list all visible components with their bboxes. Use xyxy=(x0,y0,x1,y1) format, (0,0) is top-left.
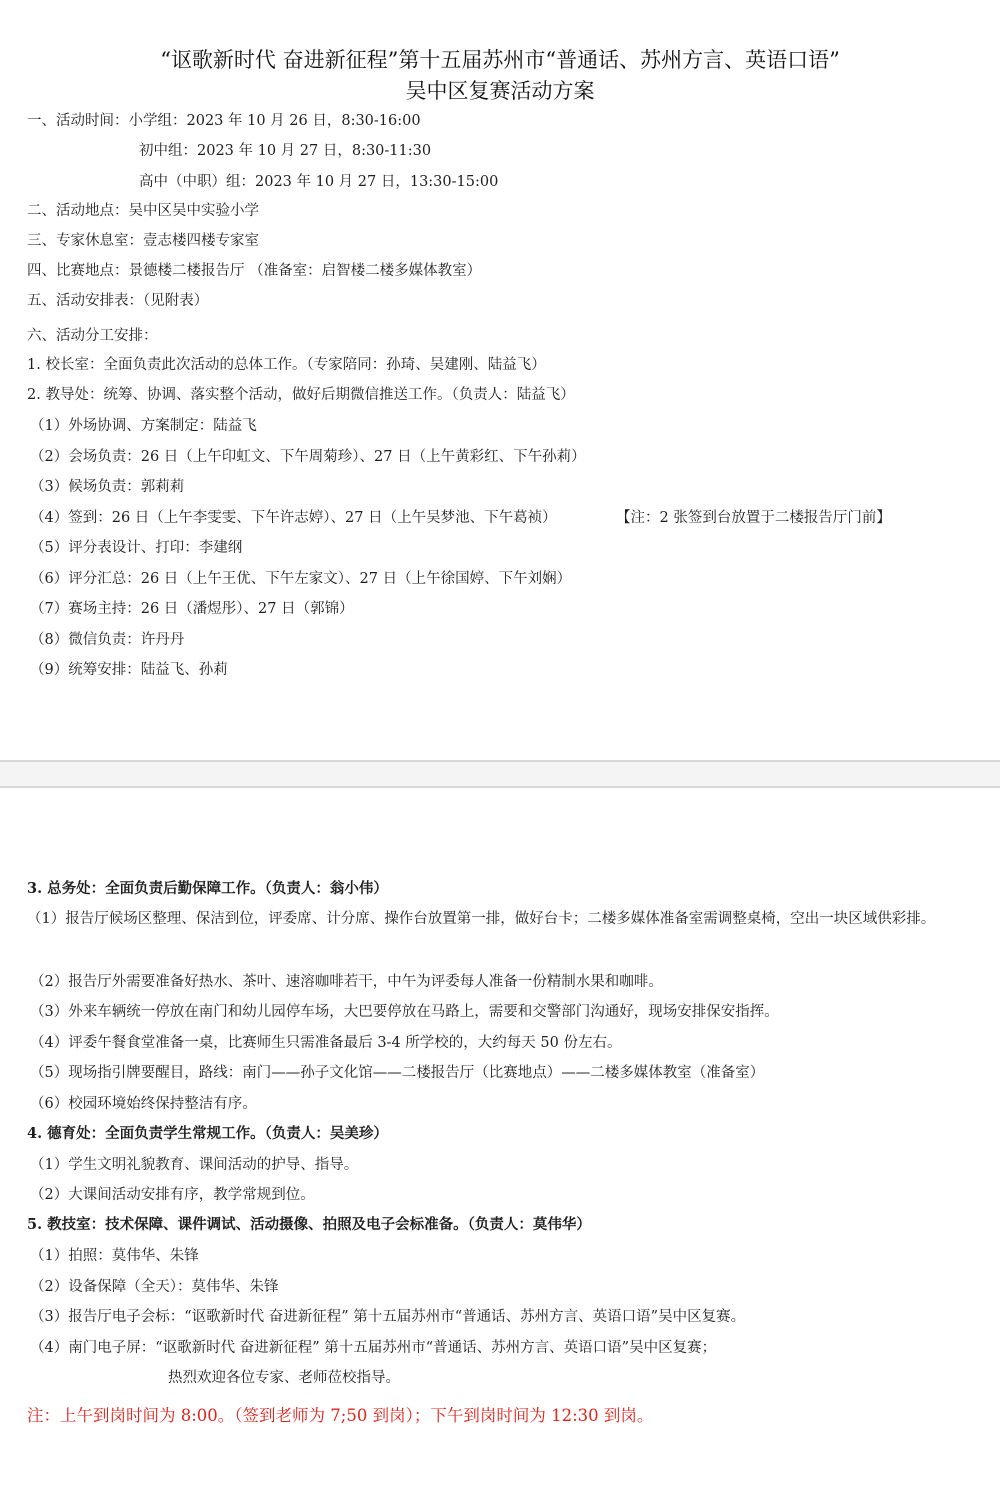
general-affairs-sub-5: （5）现场指引牌要醒目，路线：南门——孙子文化馆——二楼报告厅（比赛地点）——二楼多媒体教室（准备室） xyxy=(30,1065,765,1081)
general-affairs-sub-2: （2）报告厅外需要准备好热水、茶叶、速溶咖啡若干，中午为评委每人准备一份精制水果和咖啡。 xyxy=(30,974,663,990)
general-affairs-item: 3. 总务处：全面负责后勤保障工作。（负责人：翁小伟） xyxy=(27,880,388,897)
activity-time-junior: 初中组：2023 年 10 月 27 日，8:30-11:30 xyxy=(139,143,432,159)
expert-lounge: 三、专家休息室：壹志楼四楼专家室 xyxy=(27,233,259,249)
moral-education-sub-1: （1）学生文明礼貌教育、课间活动的护导、指导。 xyxy=(30,1157,359,1173)
teaching-sub-item-7: （7）赛场主持：26 日（潘煜彤）、27 日（郭锦） xyxy=(30,601,354,617)
tech-office-sub-1: （1）拍照：莫伟华、朱锋 xyxy=(30,1248,199,1264)
tech-office-sub-2: （2）设备保障（全天）：莫伟华、朱锋 xyxy=(30,1279,279,1295)
general-affairs-sub-1: （1）报告厅候场区整理、保洁到位，评委席、计分席、操作台放置第一排，做好台卡；二楼多媒体准备室需调整桌椅，空出一块区域供彩排。 xyxy=(27,911,936,927)
tech-office-sub-4: （4）南门电子屏：“讴歌新时代 奋进新征程” 第十五届苏州市“普通话、苏州方言、英语口语”吴中区复赛； xyxy=(30,1340,717,1356)
moral-education-item: 4. 德育处：全面负责学生常规工作。（负责人：吴美珍） xyxy=(27,1125,388,1142)
schedule-note: 五、活动安排表：（见附表） xyxy=(27,293,209,309)
teaching-sub-item-2: （2）会场负责：26 日（上午印虹文、下午周菊珍）、27 日（上午黄彩红、下午孙莉） xyxy=(30,449,586,465)
activity-time-senior: 高中（中职）组：2023 年 10 月 27 日，13:30-15:00 xyxy=(139,174,499,190)
sign-in-note: 【注：2 张签到台放置于二楼报告厅门前】 xyxy=(616,510,891,526)
general-affairs-sub-4: （4）评委午餐食堂准备一桌，比赛师生只需准备最后 3-4 所学校的，大约每天 50 份左右。 xyxy=(30,1035,622,1051)
arrival-time-note: 注：上午到岗时间为 8:00。（签到老师为 7;50 到岗）；下午到岗时间为 12:30 到岗。 xyxy=(27,1406,654,1425)
welcome-message: 热烈欢迎各位专家、老师莅校指导。 xyxy=(168,1370,400,1386)
activity-location: 二、活动地点：吴中区吴中实验小学 xyxy=(27,203,259,219)
tech-office-sub-3: （3）报告厅电子会标：“讴歌新时代 奋进新征程” 第十五届苏州市“普通话、苏州方言、英语口语”吴中区复赛。 xyxy=(30,1309,746,1325)
principal-office-item: 1. 校长室：全面负责此次活动的总体工作。（专家陪同：孙琦、吴建刚、陆益飞） xyxy=(27,357,546,373)
teaching-sub-item-6: （6）评分汇总：26 日（上午王优、下午左家文）、27 日（上午徐国婷、下午刘娴） xyxy=(30,571,572,587)
teaching-sub-item-9: （9）统筹安排：陆益飞、孙莉 xyxy=(30,662,228,678)
teaching-sub-item-1: （1）外场协调、方案制定：陆益飞 xyxy=(30,418,257,434)
teaching-sub-item-5: （5）评分表设计、打印：李建纲 xyxy=(30,540,243,556)
competition-venue: 四、比赛地点：景德楼二楼报告厅 （准备室：启智楼二楼多媒体教室） xyxy=(27,263,482,279)
teaching-sub-item-4: （4）签到：26 日（上午李雯雯、下午许志婷）、27 日（上午吴梦池、下午葛祯） xyxy=(30,510,557,526)
teaching-sub-item-3: （3）候场负责：郭莉莉 xyxy=(30,479,185,495)
teaching-office-item: 2. 教导处：统筹、协调、落实整个活动，做好后期微信推送工作。（负责人：陆益飞） xyxy=(27,387,575,403)
document-page-2 xyxy=(0,788,1000,1498)
doc-title-line-2: 吴中区复赛活动方案 xyxy=(405,79,595,103)
general-affairs-sub-6: （6）校园环境始终保持整洁有序。 xyxy=(30,1096,257,1112)
activity-time-primary: 一、活动时间：小学组：2023 年 10 月 26 日，8:30-16:00 xyxy=(27,113,421,129)
page-separator xyxy=(0,760,1000,788)
tech-office-item: 5. 教技室：技术保障、课件调试、活动摄像、拍照及电子会标准备。（负责人：莫伟华） xyxy=(27,1216,591,1233)
moral-education-sub-2: （2）大课间活动安排有序，教学常规到位。 xyxy=(30,1187,315,1203)
general-affairs-sub-3: （3）外来车辆统一停放在南门和幼儿园停车场，大巴要停放在马路上，需要和交警部门沟通好，现场安排保安指挥。 xyxy=(30,1004,779,1020)
doc-title-line-1: “讴歌新时代 奋进新征程”第十五届苏州市“普通话、苏州方言、英语口语” xyxy=(160,48,840,72)
teaching-sub-item-8: （8）微信负责：许丹丹 xyxy=(30,632,185,648)
task-division-heading: 六、活动分工安排： xyxy=(27,328,158,344)
